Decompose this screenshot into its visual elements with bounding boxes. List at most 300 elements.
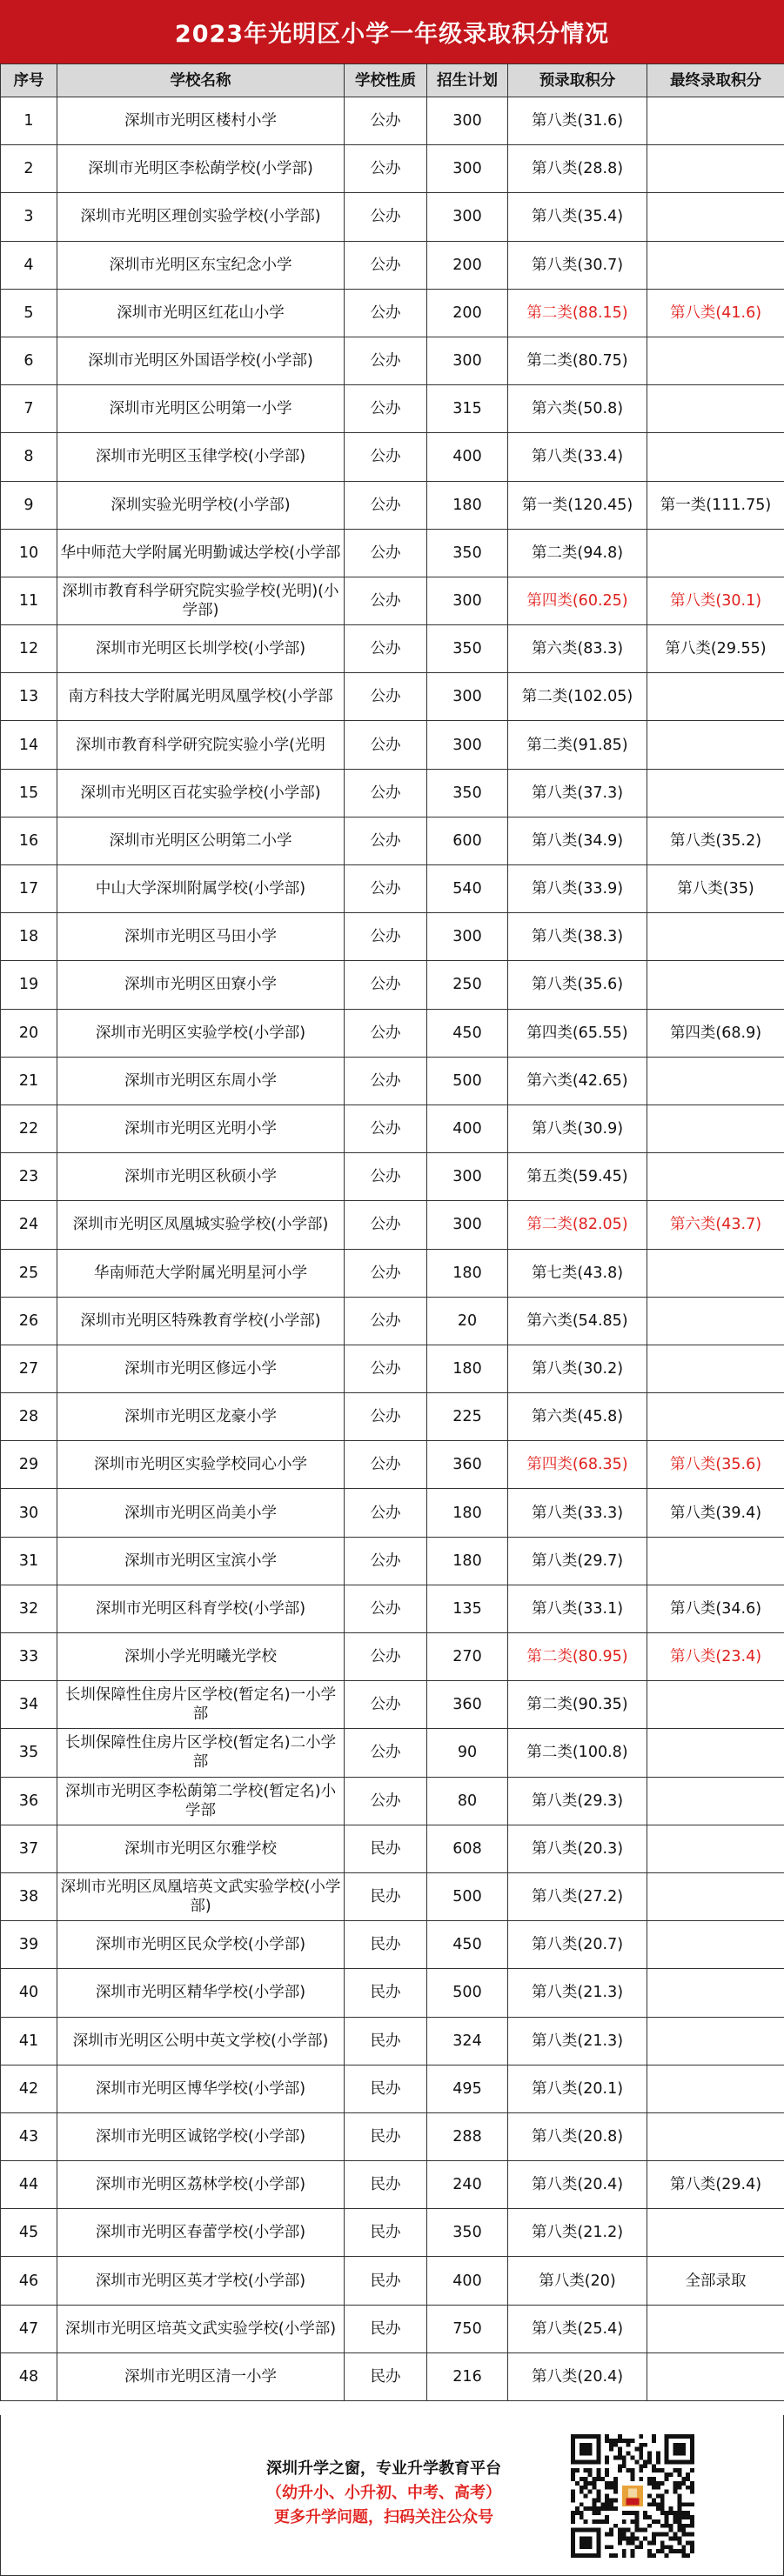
- final-admission-score-cell: 第八类(29.55): [647, 625, 784, 673]
- final-admission-score-cell: 全部录取: [647, 2257, 784, 2305]
- row-number: 42: [1, 2065, 57, 2112]
- enrollment-plan-cell: 400: [427, 1104, 508, 1152]
- table-row: [1, 337, 784, 384]
- pre-admission-score-cell: 第八类(30.2): [508, 1345, 647, 1392]
- enrollment-plan-cell: 90: [427, 1729, 508, 1777]
- final-admission-score-cell: 第八类(35.6): [647, 1441, 784, 1489]
- column-header-type: 学校性质: [345, 64, 427, 97]
- pre-admission-score-cell: 第八类(35.4): [508, 193, 647, 241]
- final-admission-score-cell: [647, 913, 784, 961]
- enrollment-plan-cell: 225: [427, 1393, 508, 1441]
- school-name-cell: 中山大学深圳附属学校(小学部): [57, 865, 345, 913]
- table-row: [1, 481, 784, 529]
- row-number: 25: [1, 1249, 57, 1297]
- row-number: 10: [1, 529, 57, 577]
- enrollment-plan-cell: 300: [427, 1153, 508, 1201]
- enrollment-plan-cell: 350: [427, 769, 508, 817]
- table-row: [1, 385, 784, 433]
- school-type-cell: 公办: [345, 145, 427, 193]
- school-name-cell: 深圳市光明区李松蓢第二学校(暂定名)小学部: [57, 1777, 345, 1825]
- table-row: [1, 1921, 784, 1969]
- school-type-cell: 公办: [345, 865, 427, 913]
- pre-admission-score-cell: 第二类(102.05): [508, 673, 647, 721]
- school-name-cell: 深圳市光明区东周小学: [57, 1057, 345, 1104]
- table-row: [1, 2305, 784, 2352]
- school-name-cell: 深圳实验光明学校(小学部): [57, 481, 345, 529]
- pre-admission-score-cell: 第八类(34.9): [508, 817, 647, 864]
- table-row: [1, 1872, 784, 1920]
- school-name-cell: 深圳市教育科学研究院实验学校(光明)(小学部): [57, 577, 345, 624]
- final-admission-score-cell: [647, 1249, 784, 1297]
- enrollment-plan-cell: 350: [427, 2209, 508, 2257]
- enrollment-plan-cell: 495: [427, 2065, 508, 2112]
- row-number: 1: [1, 97, 57, 145]
- pre-admission-score-cell: 第八类(30.7): [508, 241, 647, 289]
- pre-admission-score-cell: 第二类(100.8): [508, 1729, 647, 1777]
- enrollment-plan-cell: 216: [427, 2352, 508, 2400]
- pre-admission-score-cell: 第四类(60.25): [508, 577, 647, 624]
- final-admission-score-cell: [647, 1969, 784, 2017]
- table-row: [1, 625, 784, 673]
- pre-admission-score-cell: 第八类(33.4): [508, 433, 647, 481]
- column-header-school: 学校名称: [57, 64, 345, 97]
- enrollment-plan-cell: 540: [427, 865, 508, 913]
- school-name-cell: 深圳市光明区英才学校(小学部): [57, 2257, 345, 2305]
- row-number: 20: [1, 1009, 57, 1057]
- enrollment-plan-cell: 300: [427, 913, 508, 961]
- final-admission-score-cell: 第八类(34.6): [647, 1585, 784, 1632]
- final-admission-score-cell: [647, 1153, 784, 1201]
- table-row: [1, 529, 784, 577]
- row-number: 15: [1, 769, 57, 817]
- row-number: 3: [1, 193, 57, 241]
- school-name-cell: 深圳市光明区民众学校(小学部): [57, 1921, 345, 1969]
- enrollment-plan-cell: 200: [427, 289, 508, 337]
- pre-admission-score-cell: 第八类(20.7): [508, 1921, 647, 1969]
- school-name-cell: 深圳市光明区马田小学: [57, 913, 345, 961]
- footer-services: （幼升小、小升初、中考、高考）: [266, 2484, 501, 2502]
- school-type-cell: 公办: [345, 433, 427, 481]
- table-row: [1, 2257, 784, 2305]
- row-number: 12: [1, 625, 57, 673]
- row-number: 18: [1, 913, 57, 961]
- final-admission-score-cell: 第八类(35): [647, 865, 784, 913]
- enrollment-plan-cell: 324: [427, 2017, 508, 2065]
- pre-admission-score-cell: 第八类(29.3): [508, 1777, 647, 1825]
- pre-admission-score-cell: 第八类(33.9): [508, 865, 647, 913]
- school-type-cell: 民办: [345, 2257, 427, 2305]
- school-type-cell: 民办: [345, 1969, 427, 2017]
- enrollment-plan-cell: 180: [427, 1489, 508, 1537]
- table-row: [1, 2112, 784, 2160]
- pre-admission-score-cell: 第八类(21.3): [508, 1969, 647, 2017]
- pre-admission-score-cell: 第五类(59.45): [508, 1153, 647, 1201]
- school-type-cell: 民办: [345, 2209, 427, 2257]
- table-header-row: [1, 64, 784, 97]
- table-row: [1, 1681, 784, 1729]
- table-row: [1, 913, 784, 961]
- enrollment-plan-cell: 360: [427, 1441, 508, 1489]
- school-type-cell: 公办: [345, 1441, 427, 1489]
- pre-admission-score-cell: 第二类(90.35): [508, 1681, 647, 1729]
- table-row: [1, 1249, 784, 1297]
- school-name-cell: 深圳市光明区荔林学校(小学部): [57, 2161, 345, 2209]
- final-admission-score-cell: [647, 1104, 784, 1152]
- final-admission-score-cell: [647, 2352, 784, 2400]
- row-number: 38: [1, 1872, 57, 1920]
- enrollment-plan-cell: 20: [427, 1297, 508, 1345]
- pre-admission-score-cell: 第六类(45.8): [508, 1393, 647, 1441]
- final-admission-score-cell: [647, 337, 784, 384]
- pre-admission-score-cell: 第二类(94.8): [508, 529, 647, 577]
- pre-admission-score-cell: 第八类(38.3): [508, 913, 647, 961]
- table-row: [1, 241, 784, 289]
- row-number: 39: [1, 1921, 57, 1969]
- school-name-cell: 深圳市光明区公明中英文学校(小学部): [57, 2017, 345, 2065]
- enrollment-plan-cell: 180: [427, 1249, 508, 1297]
- school-name-cell: 深圳市光明区楼村小学: [57, 97, 345, 145]
- sheet-title: 2023年光明区小学一年级录取积分情况: [0, 0, 784, 63]
- pre-admission-score-cell: 第八类(27.2): [508, 1872, 647, 1920]
- table-row: [1, 577, 784, 624]
- final-admission-score-cell: 第六类(43.7): [647, 1201, 784, 1249]
- table-row: [1, 1009, 784, 1057]
- pre-admission-score-cell: 第四类(65.55): [508, 1009, 647, 1057]
- table-row: [1, 961, 784, 1009]
- row-number: 29: [1, 1441, 57, 1489]
- enrollment-plan-cell: 180: [427, 1537, 508, 1585]
- row-number: 48: [1, 2352, 57, 2400]
- row-number: 19: [1, 961, 57, 1009]
- row-number: 41: [1, 2017, 57, 2065]
- pre-admission-score-cell: 第一类(120.45): [508, 481, 647, 529]
- school-name-cell: 深圳市光明区百花实验学校(小学部): [57, 769, 345, 817]
- school-name-cell: 深圳市光明区博华学校(小学部): [57, 2065, 345, 2112]
- pre-admission-score-cell: 第八类(20.4): [508, 2161, 647, 2209]
- row-number: 16: [1, 817, 57, 864]
- school-name-cell: 深圳市光明区外国语学校(小学部): [57, 337, 345, 384]
- enrollment-plan-cell: 300: [427, 1201, 508, 1249]
- school-type-cell: 公办: [345, 1153, 427, 1201]
- pre-admission-score-cell: 第二类(80.75): [508, 337, 647, 384]
- pre-admission-score-cell: 第八类(20.3): [508, 1825, 647, 1872]
- row-number: 21: [1, 1057, 57, 1104]
- final-admission-score-cell: [647, 961, 784, 1009]
- row-number: 17: [1, 865, 57, 913]
- enrollment-plan-cell: 300: [427, 337, 508, 384]
- school-name-cell: 深圳市光明区实验学校(小学部): [57, 1009, 345, 1057]
- school-name-cell: 华南师范大学附属光明星河小学: [57, 1249, 345, 1297]
- table-row: [1, 1441, 784, 1489]
- school-name-cell: 深圳市光明区春蕾学校(小学部): [57, 2209, 345, 2257]
- school-name-cell: 深圳市光明区秋硕小学: [57, 1153, 345, 1201]
- pre-admission-score-cell: 第六类(42.65): [508, 1057, 647, 1104]
- enrollment-plan-cell: 600: [427, 817, 508, 864]
- pre-admission-score-cell: 第八类(35.6): [508, 961, 647, 1009]
- row-number: 45: [1, 2209, 57, 2257]
- pre-admission-score-cell: 第八类(29.7): [508, 1537, 647, 1585]
- final-admission-score-cell: [647, 1872, 784, 1920]
- final-admission-score-cell: [647, 673, 784, 721]
- enrollment-plan-cell: 200: [427, 241, 508, 289]
- table-body: [1, 97, 784, 2401]
- row-number: 24: [1, 1201, 57, 1249]
- row-number: 32: [1, 1585, 57, 1632]
- final-admission-score-cell: [647, 1921, 784, 1969]
- school-type-cell: 公办: [345, 1249, 427, 1297]
- school-name-cell: 深圳市光明区凤凰培英文武实验学校(小学部): [57, 1872, 345, 1920]
- school-type-cell: 公办: [345, 529, 427, 577]
- school-name-cell: 深圳市光明区实验学校同心小学: [57, 1441, 345, 1489]
- school-name-cell: 深圳市光明区科育学校(小学部): [57, 1585, 345, 1632]
- enrollment-plan-cell: 300: [427, 193, 508, 241]
- row-number: 28: [1, 1393, 57, 1441]
- column-header-plan: 招生计划: [427, 64, 508, 97]
- pre-admission-score-cell: 第四类(68.35): [508, 1441, 647, 1489]
- final-admission-score-cell: [647, 433, 784, 481]
- school-type-cell: 公办: [345, 1057, 427, 1104]
- pre-admission-score-cell: 第八类(20.1): [508, 2065, 647, 2112]
- school-type-cell: 公办: [345, 1345, 427, 1392]
- enrollment-plan-cell: 300: [427, 577, 508, 624]
- final-admission-score-cell: [647, 2065, 784, 2112]
- pre-admission-score-cell: 第八类(33.1): [508, 1585, 647, 1632]
- pre-admission-score-cell: 第八类(21.3): [508, 2017, 647, 2065]
- pre-admission-score-cell: 第六类(54.85): [508, 1297, 647, 1345]
- table-row: [1, 1729, 784, 1777]
- school-name-cell: 深圳市光明区清一小学: [57, 2352, 345, 2400]
- final-admission-score-cell: [647, 1825, 784, 1872]
- school-type-cell: 公办: [345, 1297, 427, 1345]
- school-name-cell: 南方科技大学附属光明凤凰学校(小学部: [57, 673, 345, 721]
- final-admission-score-cell: [647, 769, 784, 817]
- school-type-cell: 公办: [345, 961, 427, 1009]
- pre-admission-score-cell: 第八类(21.2): [508, 2209, 647, 2257]
- school-name-cell: 深圳市光明区东宝纪念小学: [57, 241, 345, 289]
- pre-admission-score-cell: 第八类(28.8): [508, 145, 647, 193]
- school-type-cell: 公办: [345, 1104, 427, 1152]
- table-row: [1, 865, 784, 913]
- footer-text: [210, 2457, 558, 2530]
- school-type-cell: 公办: [345, 1633, 427, 1681]
- school-type-cell: 公办: [345, 1201, 427, 1249]
- school-type-cell: 民办: [345, 2065, 427, 2112]
- school-name-cell: 深圳市光明区培英文武实验学校(小学部): [57, 2305, 345, 2352]
- school-name-cell: 深圳市光明区理创实验学校(小学部): [57, 193, 345, 241]
- table-row: [1, 193, 784, 241]
- pre-admission-score-cell: 第二类(82.05): [508, 1201, 647, 1249]
- school-name-cell: 长圳保障性住房片区学校(暂定名)一小学部: [57, 1681, 345, 1729]
- footer-slogan: 深圳升学之窗，专业升学教育平台: [266, 2459, 501, 2478]
- pre-admission-score-cell: 第二类(91.85): [508, 721, 647, 769]
- school-name-cell: 深圳市光明区玉律学校(小学部): [57, 433, 345, 481]
- final-admission-score-cell: [647, 1345, 784, 1392]
- column-header-no: 序号: [1, 64, 57, 97]
- final-admission-score-cell: [647, 1393, 784, 1441]
- table-row: [1, 433, 784, 481]
- pre-admission-score-cell: 第七类(43.8): [508, 1249, 647, 1297]
- table-row: [1, 97, 784, 145]
- enrollment-plan-cell: 288: [427, 2112, 508, 2160]
- school-type-cell: 公办: [345, 1537, 427, 1585]
- school-name-cell: 深圳市光明区长圳学校(小学部): [57, 625, 345, 673]
- admission-score-table: [0, 63, 784, 2401]
- enrollment-plan-cell: 315: [427, 385, 508, 433]
- final-admission-score-cell: 第八类(39.4): [647, 1489, 784, 1537]
- row-number: 14: [1, 721, 57, 769]
- school-type-cell: 公办: [345, 1729, 427, 1777]
- column-header-final-score: 最终录取积分: [647, 64, 784, 97]
- final-admission-score-cell: [647, 193, 784, 241]
- final-admission-score-cell: 第八类(30.1): [647, 577, 784, 624]
- enrollment-plan-cell: 750: [427, 2305, 508, 2352]
- school-name-cell: 深圳市光明区光明小学: [57, 1104, 345, 1152]
- enrollment-plan-cell: 608: [427, 1825, 508, 1872]
- pre-admission-score-cell: 第八类(37.3): [508, 769, 647, 817]
- enrollment-plan-cell: 300: [427, 145, 508, 193]
- school-type-cell: 公办: [345, 1777, 427, 1825]
- table-row: [1, 1825, 784, 1872]
- pre-admission-score-cell: 第八类(30.9): [508, 1104, 647, 1152]
- school-type-cell: 公办: [345, 721, 427, 769]
- row-number: 23: [1, 1153, 57, 1201]
- final-admission-score-cell: [647, 2017, 784, 2065]
- enrollment-plan-cell: 300: [427, 721, 508, 769]
- row-number: 9: [1, 481, 57, 529]
- row-number: 40: [1, 1969, 57, 2017]
- pre-admission-score-cell: 第六类(50.8): [508, 385, 647, 433]
- table-row: [1, 1297, 784, 1345]
- final-admission-score-cell: [647, 241, 784, 289]
- table-row: [1, 817, 784, 864]
- school-name-cell: 深圳市教育科学研究院实验小学(光明: [57, 721, 345, 769]
- school-type-cell: 民办: [345, 2017, 427, 2065]
- table-row: [1, 1777, 784, 1825]
- row-number: 7: [1, 385, 57, 433]
- final-admission-score-cell: [647, 385, 784, 433]
- row-number: 22: [1, 1104, 57, 1152]
- table-row: [1, 769, 784, 817]
- school-name-cell: 深圳市光明区尚美小学: [57, 1489, 345, 1537]
- final-admission-score-cell: [647, 97, 784, 145]
- final-admission-score-cell: 第八类(29.4): [647, 2161, 784, 2209]
- school-name-cell: 长圳保障性住房片区学校(暂定名)二小学部: [57, 1729, 345, 1777]
- school-type-cell: 民办: [345, 2352, 427, 2400]
- enrollment-plan-cell: 500: [427, 1969, 508, 2017]
- school-type-cell: 公办: [345, 241, 427, 289]
- school-type-cell: 公办: [345, 481, 427, 529]
- school-type-cell: 公办: [345, 97, 427, 145]
- table-row: [1, 1633, 784, 1681]
- school-name-cell: 深圳市光明区公明第一小学: [57, 385, 345, 433]
- school-name-cell: 深圳市光明区田寮小学: [57, 961, 345, 1009]
- table-row: [1, 2161, 784, 2209]
- school-type-cell: 民办: [345, 1921, 427, 1969]
- enrollment-plan-cell: 450: [427, 1009, 508, 1057]
- pre-admission-score-cell: 第八类(20): [508, 2257, 647, 2305]
- final-admission-score-cell: [647, 1057, 784, 1104]
- table-row: [1, 1201, 784, 1249]
- table-row: [1, 1104, 784, 1152]
- school-type-cell: 公办: [345, 1681, 427, 1729]
- school-type-cell: 民办: [345, 2112, 427, 2160]
- school-type-cell: 公办: [345, 289, 427, 337]
- school-name-cell: 深圳市光明区特殊教育学校(小学部): [57, 1297, 345, 1345]
- school-type-cell: 公办: [345, 193, 427, 241]
- pre-admission-score-cell: 第八类(20.8): [508, 2112, 647, 2160]
- enrollment-plan-cell: 500: [427, 1872, 508, 1920]
- school-type-cell: 公办: [345, 577, 427, 624]
- enrollment-plan-cell: 360: [427, 1681, 508, 1729]
- school-name-cell: 深圳市光明区凤凰城实验学校(小学部): [57, 1201, 345, 1249]
- enrollment-plan-cell: 180: [427, 481, 508, 529]
- school-name-cell: 深圳市光明区尔雅学校: [57, 1825, 345, 1872]
- school-type-cell: 公办: [345, 1585, 427, 1632]
- qr-code-image[interactable]: [571, 2434, 694, 2558]
- table-row: [1, 1393, 784, 1441]
- school-name-cell: 深圳小学光明曦光学校: [57, 1633, 345, 1681]
- row-number: 11: [1, 577, 57, 624]
- enrollment-plan-cell: 400: [427, 2257, 508, 2305]
- column-header-pre-score: 预录取积分: [508, 64, 647, 97]
- school-type-cell: 民办: [345, 2305, 427, 2352]
- row-number: 26: [1, 1297, 57, 1345]
- row-number: 31: [1, 1537, 57, 1585]
- school-type-cell: 公办: [345, 385, 427, 433]
- table-row: [1, 2017, 784, 2065]
- table-row: [1, 1585, 784, 1632]
- row-number: 30: [1, 1489, 57, 1537]
- pre-admission-score-cell: 第八类(20.4): [508, 2352, 647, 2400]
- footer-cta: 更多升学问题，扫码关注公众号: [274, 2508, 493, 2526]
- final-admission-score-cell: [647, 529, 784, 577]
- row-number: 33: [1, 1633, 57, 1681]
- final-admission-score-cell: [647, 1537, 784, 1585]
- school-type-cell: 民办: [345, 2161, 427, 2209]
- row-number: 4: [1, 241, 57, 289]
- table-row: [1, 1969, 784, 2017]
- school-name-cell: 深圳市光明区红花山小学: [57, 289, 345, 337]
- final-admission-score-cell: [647, 2305, 784, 2352]
- school-type-cell: 公办: [345, 673, 427, 721]
- school-name-cell: 深圳市光明区修远小学: [57, 1345, 345, 1392]
- school-type-cell: 公办: [345, 1009, 427, 1057]
- school-name-cell: 华中师范大学附属光明勤诚达学校(小学部: [57, 529, 345, 577]
- footer-promo: [0, 2415, 784, 2576]
- qr-code-icon: [571, 2434, 694, 2558]
- enrollment-plan-cell: 180: [427, 1345, 508, 1392]
- school-type-cell: 公办: [345, 337, 427, 384]
- final-admission-score-cell: [647, 2112, 784, 2160]
- table-row: [1, 1345, 784, 1392]
- row-number: 43: [1, 2112, 57, 2160]
- school-type-cell: 公办: [345, 1489, 427, 1537]
- school-name-cell: 深圳市光明区诚铭学校(小学部): [57, 2112, 345, 2160]
- enrollment-plan-cell: 300: [427, 97, 508, 145]
- school-name-cell: 深圳市光明区宝滨小学: [57, 1537, 345, 1585]
- table-row: [1, 289, 784, 337]
- school-name-cell: 深圳市光明区精华学校(小学部): [57, 1969, 345, 2017]
- table-row: [1, 2065, 784, 2112]
- final-admission-score-cell: 第一类(111.75): [647, 481, 784, 529]
- row-number: 46: [1, 2257, 57, 2305]
- school-type-cell: 民办: [345, 1872, 427, 1920]
- table-row: [1, 673, 784, 721]
- pre-admission-score-cell: 第八类(25.4): [508, 2305, 647, 2352]
- school-type-cell: 公办: [345, 817, 427, 864]
- school-type-cell: 公办: [345, 769, 427, 817]
- table-row: [1, 145, 784, 193]
